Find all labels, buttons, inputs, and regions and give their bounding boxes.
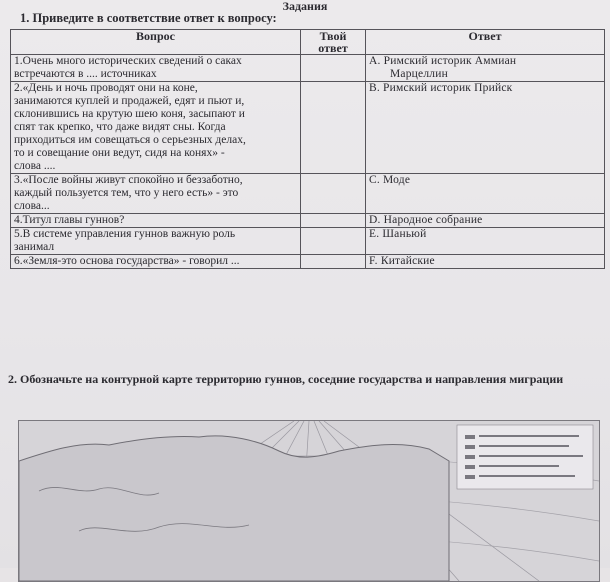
question-line: 4.Титул главы гуннов?: [14, 214, 125, 226]
question-line: склонившись на крутую шею коня, засыпают и: [14, 108, 245, 120]
question-line: 2.«День и ночь проводят они на коне,: [14, 82, 198, 94]
contour-map[interactable]: [18, 420, 600, 582]
task-1-title: 1. Приведите в соответствие ответ к вопросу:: [20, 11, 277, 25]
question-line: приходиться им совещаться о серьезных делах,: [14, 134, 246, 146]
question-cell: [11, 228, 301, 255]
question-line: слова ....: [14, 160, 56, 172]
landmass-outline: [19, 436, 449, 581]
table-header-row: [11, 30, 605, 55]
question-cell: [11, 82, 301, 174]
answer-line: Марцеллин: [390, 68, 448, 80]
question-cell: [11, 55, 301, 82]
question-line: спят так крепко, что даже видят сны. Когда: [14, 121, 226, 133]
contour-map-drawing: [19, 421, 599, 581]
question-line: 5.В системе управления гуннов важную роль: [14, 228, 236, 240]
answer-line: F. Китайские: [369, 255, 435, 267]
question-line: 3.«После войны живут спокойно и беззаботно,: [14, 174, 243, 186]
answer-cell: [366, 214, 605, 228]
answer-line: E. Шаньюй: [369, 228, 427, 240]
question-cell: [11, 255, 301, 269]
question-cell: [11, 214, 301, 228]
matching-table: [10, 29, 605, 269]
question-line: 1.Очень много исторических сведений о саках: [14, 55, 242, 67]
answer-cell: [366, 55, 605, 82]
header-your-answer: Твой ответ: [301, 30, 366, 55]
question-line: 6.«Земля-это основа государства» - говорил ...: [14, 255, 240, 267]
task-2-text: 2. Обозначьте на контурной карте территорию гуннов, соседние государства и направления миграции: [8, 372, 564, 386]
question-line: занимаются куплей и продажей, едят и пьют и,: [14, 95, 245, 107]
answer-line: B. Римский историк Прийск: [369, 82, 513, 94]
question-line: занимал: [14, 241, 55, 253]
page-heading: Задания: [282, 0, 328, 13]
answer-line: A. Римский историк Аммиан: [369, 55, 517, 67]
question-line: встречаются в .... источниках: [14, 68, 157, 80]
your-answer-cell[interactable]: [301, 255, 366, 269]
question-line: слова...: [14, 200, 50, 212]
your-answer-cell[interactable]: [301, 174, 366, 214]
your-answer-cell[interactable]: [301, 228, 366, 255]
header-answer: Ответ: [366, 30, 605, 55]
your-answer-cell[interactable]: [301, 55, 366, 82]
table-row: [11, 174, 605, 214]
question-line: то и совещание они ведут, сидя на конях» -: [14, 147, 225, 159]
answer-line: C. Моде: [369, 174, 411, 186]
table-row: [11, 214, 605, 228]
header-question: Вопрос: [11, 30, 301, 55]
your-answer-cell[interactable]: [301, 214, 366, 228]
answer-cell: [366, 228, 605, 255]
table-row: [11, 255, 605, 269]
question-line: каждый пользуется тем, что у него есть» - это: [14, 187, 239, 199]
table-row: [11, 55, 605, 82]
answer-cell: [366, 82, 605, 174]
answer-cell: [366, 174, 605, 214]
table-row: [11, 228, 605, 255]
your-answer-cell[interactable]: [301, 82, 366, 174]
answer-line: D. Народное собрание: [369, 214, 483, 226]
table-row: [11, 82, 605, 174]
question-cell: [11, 174, 301, 214]
answer-cell: [366, 255, 605, 269]
